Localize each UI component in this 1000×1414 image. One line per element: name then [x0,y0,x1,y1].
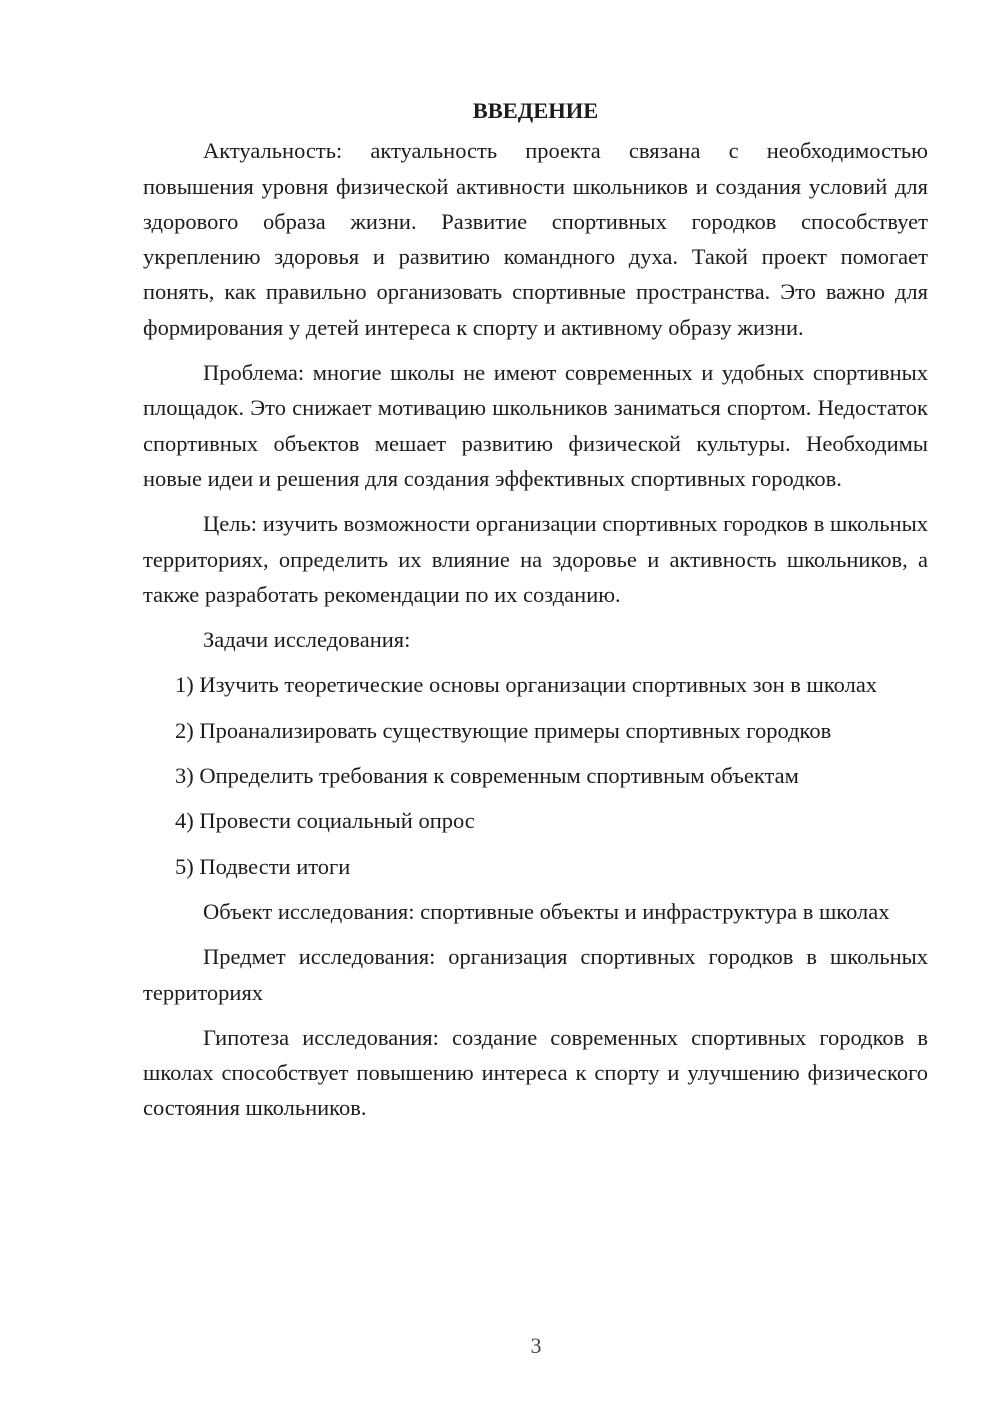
paragraph-hypothesis: Гипотеза исследования: создание современных спортивных городков в школах способствует повышению интереса к спорту и улучшению физического состояния школьников. [143,1024,928,1121]
paragraph-subject: Предмет исследования: организация спортивных городков в школьных территориях [143,944,928,1005]
task-item-4: 4) Провести социальный опрос [175,808,475,834]
paragraph-tasks-heading: Задачи исследования: [203,627,411,653]
task-item-5: 5) Подвести итоги [175,853,351,879]
paragraph-relevance: Актуальность: актуальность проекта связана с необходимостью повышения уровня физической активности школьников и создания условий для здорового образа жизни. Развитие спортивных городков способствует укреплению здоровья и развитию командного духа. Такой проект помогает понять, как правильно организовать спортивные пространства. Это важно для формирования у детей интереса к спорту и активному образу жизни. [143,138,928,340]
task-item-1: 1) Изучить теоретические основы организации спортивных зон в школах [175,672,878,698]
page-number: 3 [530,1333,542,1358]
paragraph-goal: Цель: изучить возможности организации спортивных городков в школьных территориях, определить их влияние на здоровье и активность школьников, а также разработать рекомендации по их созданию. [143,511,928,607]
section-title: ВВЕДЕНИЕ [472,98,599,123]
paragraph-problem: Проблема: многие школы не имеют современных и удобных спортивных площадок. Это снижает мотивацию школьников заниматься спортом. Недостаток спортивных объектов мешает развитию физической культуры. Необходимы новые идеи и решения для создания эффективных спортивных городков. [143,360,928,491]
page-content [143,93,928,1136]
task-item-2: 2) Проанализировать существующие примеры спортивных городков [175,717,832,743]
task-item-3: 3) Определить требования к современным спортивным объектам [175,763,799,789]
paragraph-object: Объект исследования: спортивные объекты и инфраструктура в школах [203,898,890,924]
